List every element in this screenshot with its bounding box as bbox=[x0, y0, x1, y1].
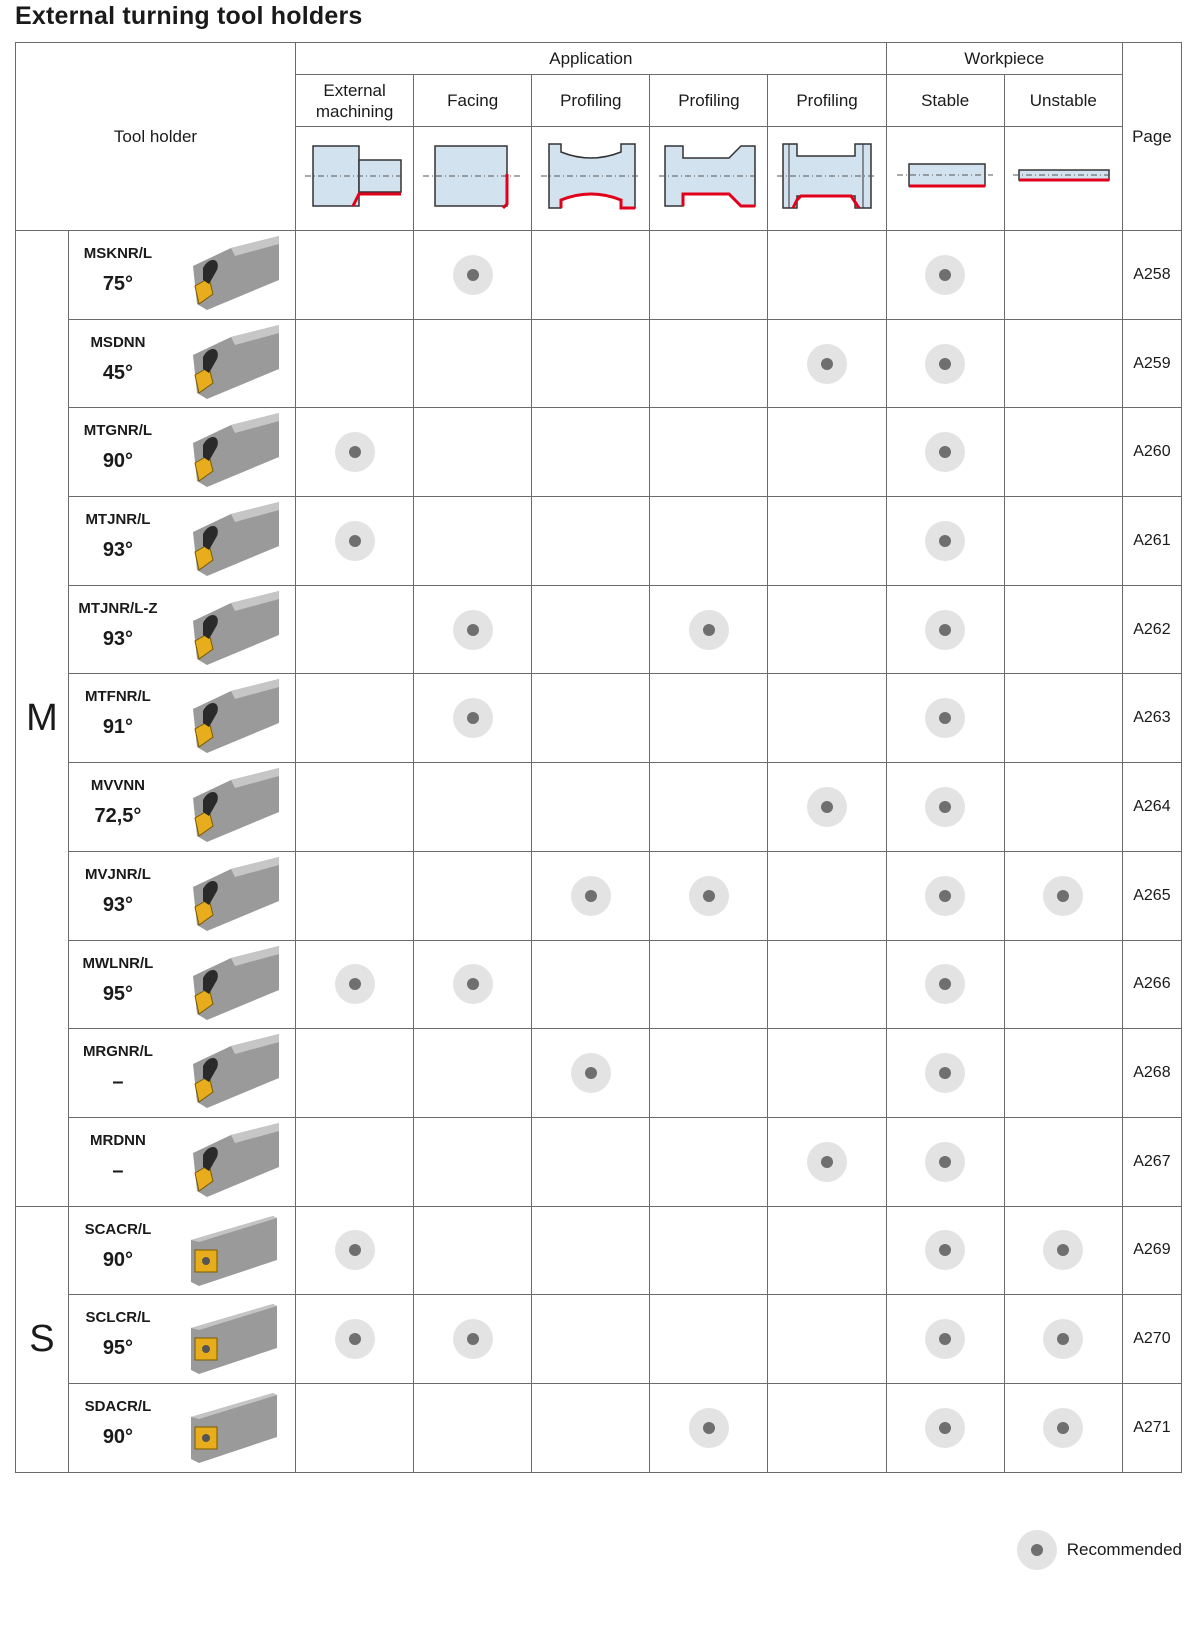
legend bbox=[1017, 1530, 1182, 1570]
cell-profiling-2 bbox=[650, 674, 768, 763]
cell-stable bbox=[886, 851, 1004, 940]
tool-holder-image bbox=[187, 1210, 283, 1292]
recommended-dot-icon bbox=[453, 1319, 493, 1359]
recommended-dot-icon bbox=[925, 255, 965, 295]
page-reference: A269 bbox=[1122, 1206, 1181, 1295]
tool-holder-image bbox=[187, 500, 283, 582]
cell-facing bbox=[414, 1383, 532, 1472]
cell-facing bbox=[414, 1295, 532, 1384]
column-header-profiling-1: Profiling bbox=[532, 75, 650, 127]
page-reference: A260 bbox=[1122, 408, 1181, 497]
cell-profiling-1 bbox=[532, 497, 650, 586]
tool-holder-angle: 91° bbox=[102, 716, 134, 739]
cell-facing bbox=[414, 408, 532, 497]
profiling-illustration-2 bbox=[650, 127, 768, 231]
cell-profiling-3 bbox=[768, 1295, 886, 1384]
tool-holder-image bbox=[187, 589, 283, 671]
cell-unstable bbox=[1004, 674, 1122, 763]
legend-recommended-label: Recommended bbox=[1066, 1540, 1182, 1559]
table-row bbox=[16, 408, 1182, 497]
recommended-dot-icon bbox=[1043, 1408, 1083, 1448]
tool-holder-angle: 95° bbox=[102, 1337, 134, 1360]
tool-holder-image bbox=[187, 1387, 283, 1469]
cell-facing bbox=[414, 497, 532, 586]
tool-holder-angle: 95° bbox=[102, 982, 134, 1005]
profiling-illustration-1 bbox=[532, 127, 650, 231]
tool-holder-cell bbox=[68, 674, 295, 763]
tool-holder-name: SCACR/L bbox=[84, 1220, 152, 1238]
cell-unstable bbox=[1004, 319, 1122, 408]
cell-unstable bbox=[1004, 1295, 1122, 1384]
cell-profiling-2 bbox=[650, 1295, 768, 1384]
tool-holder-image bbox=[187, 411, 283, 493]
table-row bbox=[16, 497, 1182, 586]
application-header: Application bbox=[296, 43, 887, 75]
tool-holder-table bbox=[15, 42, 1182, 1473]
cell-unstable bbox=[1004, 1029, 1122, 1118]
recommended-dot-icon bbox=[1043, 876, 1083, 916]
cell-unstable bbox=[1004, 1206, 1122, 1295]
cell-profiling-3 bbox=[768, 408, 886, 497]
cell-external-machining bbox=[296, 408, 414, 497]
cell-facing bbox=[414, 1029, 532, 1118]
recommended-dot-icon bbox=[453, 964, 493, 1004]
cell-unstable bbox=[1004, 408, 1122, 497]
tool-holder-cell bbox=[68, 763, 295, 852]
tool-holder-name: SDACR/L bbox=[84, 1397, 152, 1415]
cell-profiling-2 bbox=[650, 497, 768, 586]
column-header-facing: Facing bbox=[414, 75, 532, 127]
table-row bbox=[16, 1383, 1182, 1472]
tool-holder-image bbox=[187, 855, 283, 937]
cell-profiling-3 bbox=[768, 497, 886, 586]
cell-stable bbox=[886, 940, 1004, 1029]
tool-holder-cell bbox=[68, 231, 295, 320]
table-row bbox=[16, 940, 1182, 1029]
column-header-profiling-3: Profiling bbox=[768, 75, 886, 127]
tool-holder-image bbox=[187, 944, 283, 1026]
table-row bbox=[16, 851, 1182, 940]
cell-external-machining bbox=[296, 940, 414, 1029]
cell-unstable bbox=[1004, 497, 1122, 586]
cell-external-machining bbox=[296, 851, 414, 940]
profiling-illustration-3 bbox=[768, 127, 886, 231]
recommended-dot-icon bbox=[689, 1408, 729, 1448]
workpiece-header: Workpiece bbox=[886, 43, 1122, 75]
table-row bbox=[16, 763, 1182, 852]
group-label: M bbox=[16, 231, 69, 1207]
cell-facing bbox=[414, 231, 532, 320]
cell-profiling-1 bbox=[532, 1029, 650, 1118]
tool-holder-cell bbox=[68, 851, 295, 940]
cell-profiling-3 bbox=[768, 1029, 886, 1118]
cell-profiling-3 bbox=[768, 1383, 886, 1472]
facing-illustration bbox=[414, 127, 532, 231]
table-row bbox=[16, 1029, 1182, 1118]
tool-holder-cell bbox=[68, 1029, 295, 1118]
tool-holder-name: MTJNR/L bbox=[85, 511, 151, 529]
tool-holder-header: Tool holder bbox=[16, 43, 296, 231]
cell-profiling-2 bbox=[650, 585, 768, 674]
cell-profiling-2 bbox=[650, 319, 768, 408]
table-row bbox=[16, 319, 1182, 408]
tool-holder-angle: 75° bbox=[102, 273, 134, 295]
cell-unstable bbox=[1004, 763, 1122, 852]
cell-external-machining bbox=[296, 1206, 414, 1295]
tool-holder-angle: 90° bbox=[102, 450, 134, 473]
tool-holder-cell bbox=[68, 1117, 295, 1206]
page-reference: A264 bbox=[1122, 763, 1181, 852]
recommended-dot-icon bbox=[335, 964, 375, 1004]
recommended-dot-icon bbox=[807, 344, 847, 384]
cell-facing bbox=[414, 851, 532, 940]
column-header-stable: Stable bbox=[886, 75, 1004, 127]
recommended-dot-icon bbox=[925, 1319, 965, 1359]
page-reference: A270 bbox=[1122, 1295, 1181, 1384]
page-reference: A268 bbox=[1122, 1029, 1181, 1118]
recommended-dot-icon bbox=[689, 610, 729, 650]
column-header-unstable: Unstable bbox=[1004, 75, 1122, 127]
tool-holder-image bbox=[187, 234, 283, 316]
page-reference: A266 bbox=[1122, 940, 1181, 1029]
cell-facing bbox=[414, 674, 532, 763]
tool-holder-name: MVJNR/L bbox=[85, 865, 151, 883]
cell-stable bbox=[886, 497, 1004, 586]
cell-stable bbox=[886, 1117, 1004, 1206]
unstable-workpiece-illustration bbox=[1004, 127, 1122, 231]
cell-unstable bbox=[1004, 231, 1122, 320]
tool-holder-name: MTJNR/L-Z bbox=[78, 599, 158, 617]
recommended-dot-icon bbox=[925, 787, 965, 827]
cell-profiling-1 bbox=[532, 940, 650, 1029]
tool-holder-name: MRDNN bbox=[90, 1131, 146, 1149]
recommended-dot-icon bbox=[925, 1408, 965, 1448]
page-reference: A261 bbox=[1122, 497, 1181, 586]
cell-profiling-2 bbox=[650, 1117, 768, 1206]
cell-profiling-2 bbox=[650, 1206, 768, 1295]
tool-holder-cell bbox=[68, 497, 295, 586]
cell-profiling-1 bbox=[532, 674, 650, 763]
column-header-external-machining: External machining bbox=[296, 75, 414, 127]
tool-holder-name: MWLNR/L bbox=[82, 954, 154, 972]
cell-stable bbox=[886, 231, 1004, 320]
page-reference: A262 bbox=[1122, 585, 1181, 674]
tool-holder-image bbox=[187, 1121, 283, 1203]
tool-holder-angle: 93° bbox=[102, 539, 134, 562]
recommended-dot-icon bbox=[453, 255, 493, 295]
recommended-dot-icon bbox=[925, 344, 965, 384]
recommended-dot-icon bbox=[335, 1230, 375, 1270]
tool-holder-name: SCLCR/L bbox=[85, 1309, 151, 1327]
tool-holder-name: MSDNN bbox=[90, 333, 146, 351]
stable-workpiece-illustration bbox=[886, 127, 1004, 231]
tool-holder-angle: 90° bbox=[102, 1248, 134, 1271]
cell-external-machining bbox=[296, 1295, 414, 1384]
cell-facing bbox=[414, 1206, 532, 1295]
cell-facing bbox=[414, 1117, 532, 1206]
cell-profiling-2 bbox=[650, 851, 768, 940]
cell-profiling-2 bbox=[650, 763, 768, 852]
tool-holder-angle: 93° bbox=[102, 893, 134, 916]
cell-stable bbox=[886, 763, 1004, 852]
cell-profiling-3 bbox=[768, 1117, 886, 1206]
tool-holder-image bbox=[187, 766, 283, 848]
cell-profiling-1 bbox=[532, 1206, 650, 1295]
recommended-dot-icon bbox=[689, 876, 729, 916]
cell-unstable bbox=[1004, 1117, 1122, 1206]
tool-holder-angle: 90° bbox=[102, 1425, 134, 1448]
page-reference: A271 bbox=[1122, 1383, 1181, 1472]
cell-profiling-3 bbox=[768, 674, 886, 763]
tool-holder-name: MRGNR/L bbox=[82, 1043, 153, 1061]
cell-profiling-2 bbox=[650, 408, 768, 497]
cell-profiling-2 bbox=[650, 1383, 768, 1472]
external-machining-illustration bbox=[296, 127, 414, 231]
tool-holder-angle: 45° bbox=[102, 361, 134, 384]
table-row bbox=[16, 585, 1182, 674]
cell-profiling-1 bbox=[532, 1117, 650, 1206]
recommended-dot-icon bbox=[453, 698, 493, 738]
cell-external-machining bbox=[296, 319, 414, 408]
cell-external-machining bbox=[296, 497, 414, 586]
cell-stable bbox=[886, 1029, 1004, 1118]
recommended-dot-icon bbox=[571, 1053, 611, 1093]
recommended-dot-icon bbox=[925, 876, 965, 916]
cell-stable bbox=[886, 408, 1004, 497]
cell-profiling-1 bbox=[532, 585, 650, 674]
cell-stable bbox=[886, 585, 1004, 674]
tool-holder-image bbox=[187, 1032, 283, 1114]
column-header-profiling-2: Profiling bbox=[650, 75, 768, 127]
cell-profiling-1 bbox=[532, 1295, 650, 1384]
tool-holder-angle: – bbox=[112, 1159, 124, 1182]
cell-profiling-3 bbox=[768, 585, 886, 674]
cell-profiling-3 bbox=[768, 940, 886, 1029]
tool-holder-cell bbox=[68, 1295, 295, 1384]
cell-stable bbox=[886, 1295, 1004, 1384]
cell-profiling-2 bbox=[650, 1029, 768, 1118]
recommended-dot-icon bbox=[925, 521, 965, 561]
recommended-dot-icon bbox=[925, 1053, 965, 1093]
recommended-dot-icon bbox=[925, 432, 965, 472]
cell-unstable bbox=[1004, 585, 1122, 674]
recommended-dot-icon bbox=[1017, 1530, 1057, 1570]
cell-stable bbox=[886, 1383, 1004, 1472]
tool-holder-name: MTFNR/L bbox=[85, 688, 151, 706]
tool-holder-cell bbox=[68, 319, 295, 408]
cell-facing bbox=[414, 319, 532, 408]
cell-profiling-3 bbox=[768, 319, 886, 408]
cell-profiling-3 bbox=[768, 851, 886, 940]
cell-unstable bbox=[1004, 1383, 1122, 1472]
recommended-dot-icon bbox=[807, 787, 847, 827]
tool-holder-image bbox=[187, 323, 283, 405]
cell-stable bbox=[886, 674, 1004, 763]
cell-facing bbox=[414, 763, 532, 852]
cell-unstable bbox=[1004, 851, 1122, 940]
cell-profiling-1 bbox=[532, 319, 650, 408]
tool-holder-image bbox=[187, 677, 283, 759]
table-row bbox=[16, 231, 1182, 320]
page-reference: A259 bbox=[1122, 319, 1181, 408]
page-reference: A263 bbox=[1122, 674, 1181, 763]
page-reference: A267 bbox=[1122, 1117, 1181, 1206]
recommended-dot-icon bbox=[335, 521, 375, 561]
cell-external-machining bbox=[296, 674, 414, 763]
recommended-dot-icon bbox=[335, 1319, 375, 1359]
cell-facing bbox=[414, 940, 532, 1029]
tool-holder-cell bbox=[68, 585, 295, 674]
recommended-dot-icon bbox=[1043, 1230, 1083, 1270]
tool-holder-name: MTGNR/L bbox=[83, 422, 153, 440]
cell-unstable bbox=[1004, 940, 1122, 1029]
page-header: Page bbox=[1122, 43, 1181, 231]
tool-holder-cell bbox=[68, 940, 295, 1029]
cell-profiling-1 bbox=[532, 851, 650, 940]
recommended-dot-icon bbox=[335, 432, 375, 472]
page-reference: A258 bbox=[1122, 231, 1181, 320]
table-row bbox=[16, 1295, 1182, 1384]
cell-profiling-1 bbox=[532, 231, 650, 320]
tool-holder-name: MVVNN bbox=[90, 777, 146, 795]
tool-holder-angle: 72,5° bbox=[94, 805, 142, 828]
cell-profiling-3 bbox=[768, 1206, 886, 1295]
tool-holder-cell bbox=[68, 1206, 295, 1295]
cell-external-machining bbox=[296, 763, 414, 852]
recommended-dot-icon bbox=[571, 876, 611, 916]
recommended-dot-icon bbox=[1043, 1319, 1083, 1359]
tool-holder-cell bbox=[68, 1383, 295, 1472]
recommended-dot-icon bbox=[925, 1142, 965, 1182]
recommended-dot-icon bbox=[807, 1142, 847, 1182]
page-title: External turning tool holders bbox=[15, 2, 363, 30]
cell-profiling-2 bbox=[650, 940, 768, 1029]
page-reference: A265 bbox=[1122, 851, 1181, 940]
cell-profiling-2 bbox=[650, 231, 768, 320]
cell-external-machining bbox=[296, 1029, 414, 1118]
recommended-dot-icon bbox=[925, 610, 965, 650]
cell-external-machining bbox=[296, 1117, 414, 1206]
cell-external-machining bbox=[296, 1383, 414, 1472]
recommended-dot-icon bbox=[453, 610, 493, 650]
table-row bbox=[16, 1206, 1182, 1295]
recommended-dot-icon bbox=[925, 698, 965, 738]
tool-holder-angle: – bbox=[112, 1071, 124, 1094]
tool-holder-cell bbox=[68, 408, 295, 497]
cell-profiling-1 bbox=[532, 408, 650, 497]
cell-profiling-1 bbox=[532, 763, 650, 852]
cell-profiling-3 bbox=[768, 231, 886, 320]
tool-holder-image bbox=[187, 1298, 283, 1380]
tool-holder-name: MSKNR/L bbox=[83, 245, 153, 262]
cell-stable bbox=[886, 1206, 1004, 1295]
cell-profiling-3 bbox=[768, 763, 886, 852]
cell-stable bbox=[886, 319, 1004, 408]
recommended-dot-icon bbox=[925, 1230, 965, 1270]
cell-facing bbox=[414, 585, 532, 674]
cell-external-machining bbox=[296, 231, 414, 320]
cell-profiling-1 bbox=[532, 1383, 650, 1472]
recommended-dot-icon bbox=[925, 964, 965, 1004]
table-row bbox=[16, 1117, 1182, 1206]
table-row bbox=[16, 674, 1182, 763]
tool-holder-angle: 93° bbox=[102, 627, 134, 650]
cell-external-machining bbox=[296, 585, 414, 674]
group-label: S bbox=[16, 1206, 69, 1472]
